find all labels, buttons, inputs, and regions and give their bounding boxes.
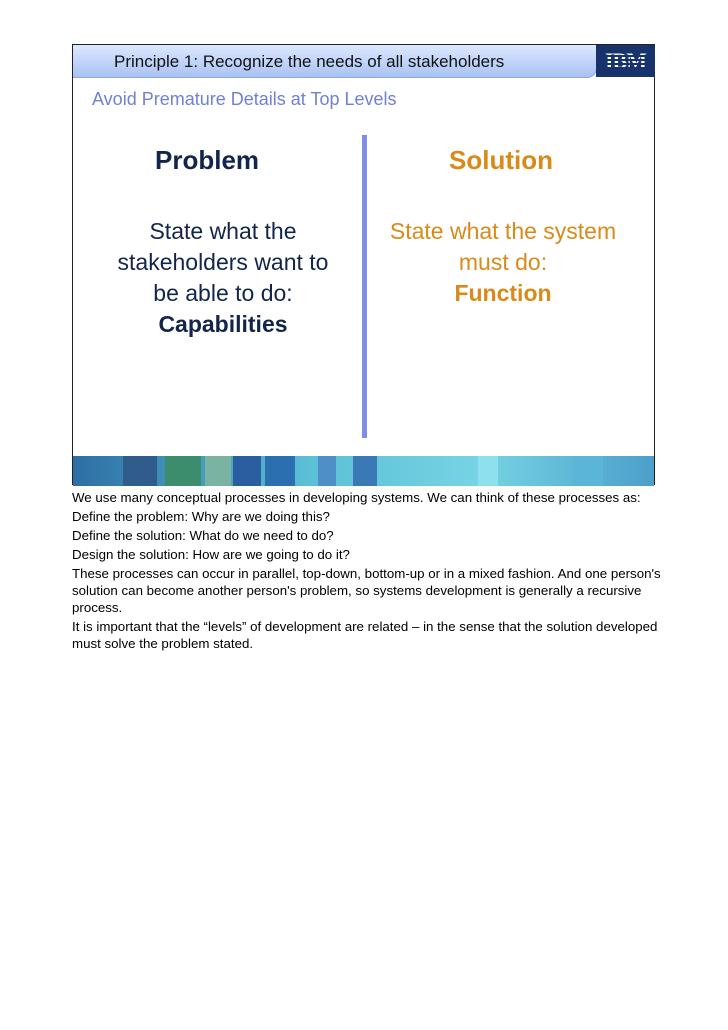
solution-heading: Solution — [449, 145, 553, 175]
notes-paragraph: These processes can occur in parallel, top-down, bottom-up or in a mixed fashion. And one person's solution can become another person's problem, so systems development is generally a recursive process. — [72, 566, 661, 615]
banner-tile — [123, 456, 157, 486]
notes-paragraph: Define the problem: Why are we doing this? — [72, 509, 330, 524]
banner-tile — [205, 456, 231, 486]
banner-tile — [233, 456, 261, 486]
problem-text — [103, 216, 343, 340]
notes-paragraph: Design the solution: How are we going to do it? — [72, 547, 350, 562]
problem-emphasis: Capabilities — [158, 311, 288, 337]
notes-paragraph: It is important that the “levels” of development are related – in the sense that the solution developed must solve the problem stated. — [72, 619, 658, 651]
solution-description: State what the system must do: — [389, 218, 617, 275]
column-divider — [362, 135, 367, 438]
ibm-logo — [596, 45, 655, 77]
ibm-logo-text: IBM — [600, 49, 651, 73]
banner-tile — [478, 456, 498, 486]
notes-paragraph: We use many conceptual processes in developing systems. We can think of these processes as: — [72, 490, 641, 505]
problem-description: State what the stakeholders want to be able to do: — [117, 218, 329, 306]
slide-subtitle: Avoid Premature Details at Top Levels — [92, 89, 397, 109]
decorative-banner — [73, 456, 654, 486]
notes-paragraph: Define the solution: What do we need to do? — [72, 528, 334, 543]
solution-text — [389, 216, 617, 309]
speaker-notes — [72, 489, 662, 654]
slide-title-bar — [73, 45, 597, 78]
slide-title: Principle 1: Recognize the needs of all stakeholders — [114, 52, 505, 71]
slide — [72, 44, 655, 485]
banner-tile — [165, 456, 201, 486]
banner-tile — [318, 456, 336, 486]
banner-tile — [265, 456, 295, 486]
problem-heading: Problem — [155, 145, 260, 175]
banner-tile — [353, 456, 377, 486]
banner-tile — [573, 456, 603, 486]
solution-emphasis: Function — [454, 280, 552, 306]
